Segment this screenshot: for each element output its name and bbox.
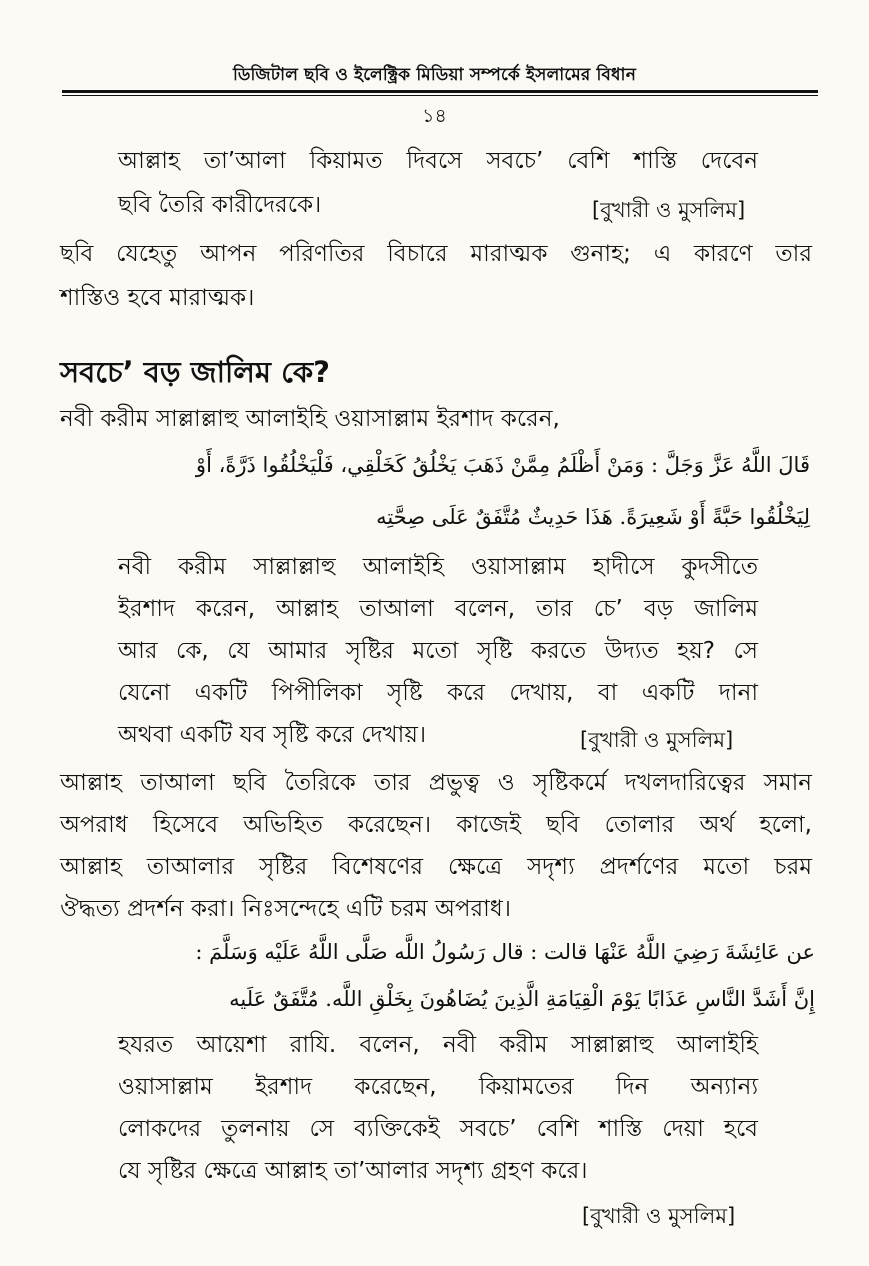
paragraph-line: শাস্তিও হবে মারাত্মক। xyxy=(60,285,255,311)
block1-line: ছবি তৈরি কারীদেরকে। xyxy=(118,192,322,218)
arabic-hadith-line: لِيَخْلُقُوا حَبَّةً أَوْ شَعِيرَةً. هَذَا حَدِيثٌ مُتَّفَقٌ عَلَى صِحَّتِه xyxy=(376,505,810,529)
block2-line: যেনো একটি পিপীলিকা সৃষ্টি করে দেখায়, বা একটি দানা xyxy=(118,680,758,706)
arabic-hadith-line: قَالَ اللَّهُ عَزَّ وَجَلَّ : وَمَنْ أَظْلَمُ مِمَّنْ ذَهَبَ يَخْلُقُ كَخَلْقِي، فَلْيَخْلُقُوا ذَرَّةً، أَوْ xyxy=(195,453,810,477)
block3-line: হযরত আয়েশা রাযি. বলেন, নবী করীম সাল্লাল্লাহু আলাইহি xyxy=(118,1032,758,1058)
block2-line: অথবা একটি যব সৃষ্টি করে দেখায়। xyxy=(118,722,427,748)
block3-line: ওয়াসাল্লাম ইরশাদ করেছেন, কিয়ামতের দিন অন্যান্য xyxy=(118,1074,758,1100)
hadith-reference: [বুখারী ও মুসলিম] xyxy=(582,1204,736,1228)
block3-line: যে সৃষ্টির ক্ষেত্রে আল্লাহ তা’আলার সদৃশ্য গ্রহণ করে। xyxy=(118,1158,588,1184)
block2-line: ইরশাদ করেন, আল্লাহ তাআলা বলেন, তার চে’ বড় জালিম xyxy=(118,596,758,622)
paragraph-line: অপরাধ হিসেবে অভিহিত করেছেন। কাজেই ছবি তোলার অর্থ হলো, xyxy=(60,812,812,838)
hadith-reference: [বুখারী ও মুসলিম] xyxy=(592,198,746,222)
paragraph-line: আল্লাহ তাআলার সৃষ্টির বিশেষণের ক্ষেত্রে সদৃশ্য প্রদর্শণের মতো চরম xyxy=(60,854,812,880)
arabic-hadith-line: إِنَّ أَشَدَّ النَّاسِ عَذَابًا يَوْمَ الْقِيَامَةِ الَّذِينَ يُضَاهُونَ بِخَلْقِ اللَّه. مُتَّفَقٌ عَلَيه xyxy=(229,987,815,1011)
hadith-reference: [বুখারী ও মুসলিম] xyxy=(580,728,734,752)
page-number: ১৪ xyxy=(422,105,447,127)
block3-line: লোকদের তুলনায় সে ব্যক্তিকেই সবচে’ বেশি শাস্তি দেয়া হবে xyxy=(118,1116,758,1142)
block2-line: আর কে, যে আমার সৃষ্টির মতো সৃষ্টি করতে উদ্যত হয়? সে xyxy=(118,638,758,664)
header-rule-thick xyxy=(62,90,818,93)
section-heading: সবচে’ বড় জালিম কে? xyxy=(60,355,330,389)
header-rule-thin xyxy=(62,95,818,96)
paragraph-line: ছবি যেহেতু আপন পরিণতির বিচারে মারাত্মক গুনাহ; এ কারণে তার xyxy=(60,241,812,267)
block1-line: আল্লাহ তা’আলা কিয়ামত দিবসে সবচে’ বেশি শাস্তি দেবেন xyxy=(118,148,758,174)
paragraph-line: ঔদ্ধত্য প্রদর্শন করা। নিঃসন্দেহে এটি চরম অপরাধ। xyxy=(60,896,511,922)
running-header: ডিজিটাল ছবি ও ইলেক্ট্রিক মিডিয়া সম্পর্কে ইসলামের বিধান xyxy=(232,65,637,85)
intro-line: নবী করীম সাল্লাল্লাহু আলাইহি ওয়াসাল্লাম ইরশাদ করেন, xyxy=(60,406,560,432)
paragraph-line: আল্লাহ তাআলা ছবি তৈরিকে তার প্রভুত্ব ও সৃষ্টিকর্মে দখলদারিত্বের সমান xyxy=(60,770,812,796)
arabic-hadith-line: عن عَائِشَةَ رَضِيَ اللَّهُ عَنْهَا قالت : قال رَسُولُ اللَّه صَلَّى اللَّهُ عَلَيْه وَسَلَّمَ : xyxy=(195,940,815,964)
block2-line: নবী করীম সাল্লাল্লাহু আলাইহি ওয়াসাল্লাম হাদীসে কুদসীতে xyxy=(118,554,758,580)
